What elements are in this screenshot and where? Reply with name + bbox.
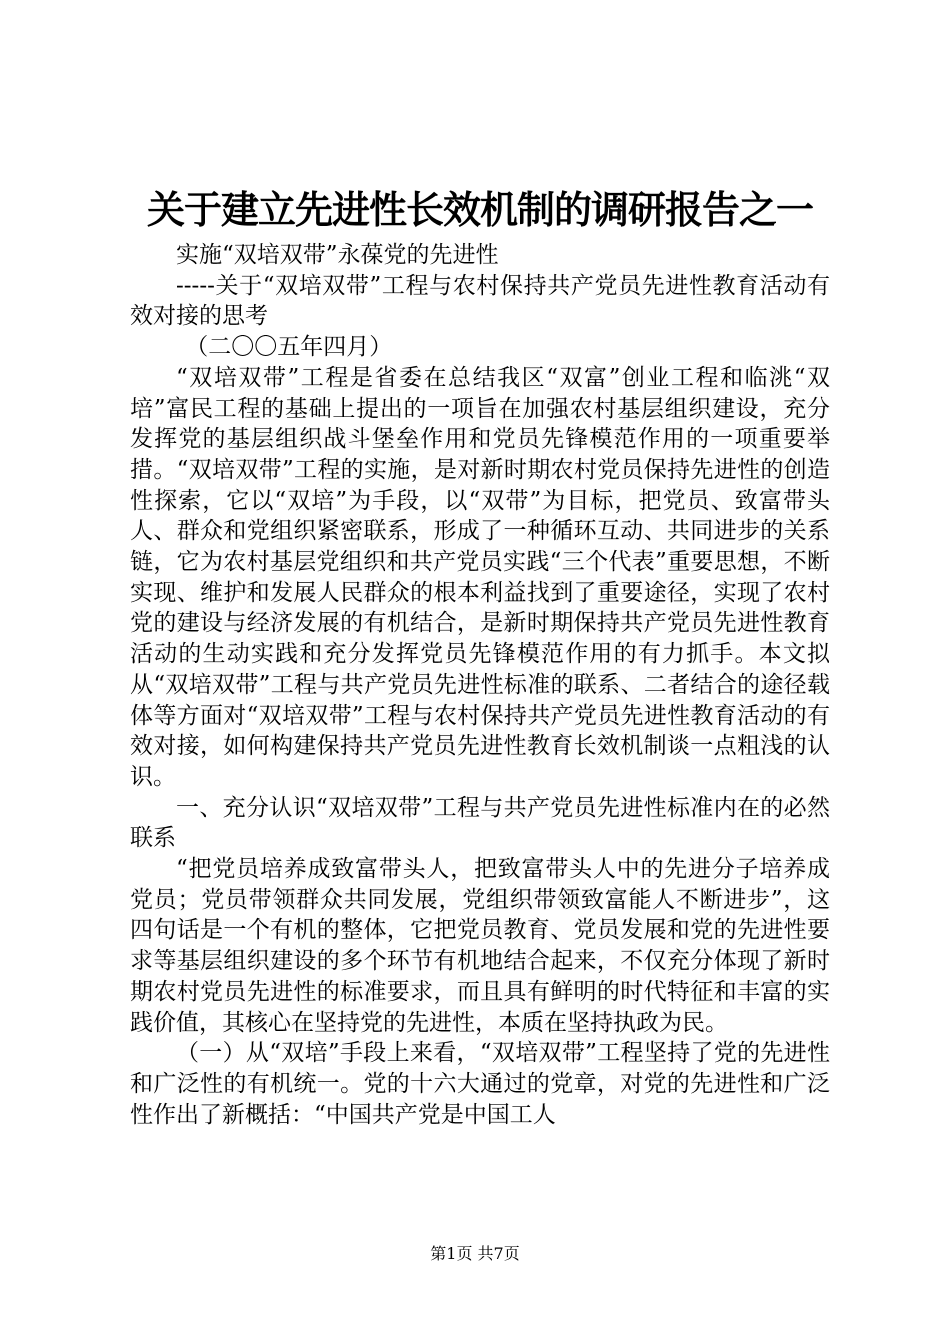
- paragraph: （一）从“双培”手段上来看，“双培双带”工程坚持了党的先进性和广泛性的有机统一。党的十六大通过的党章，对党的先进性和广泛性作出了新概括：“中国共产党是中国工人: [130, 1040, 830, 1128]
- report-date: （二〇〇五年四月）: [185, 334, 393, 361]
- page-footer: 第1页 共7页: [430, 1244, 520, 1263]
- paragraph: “把党员培养成致富带头人，把致富带头人中的先进分子培养成党员；党员带领群众共同发展，党组织带领致富能人不断进步”，这四句话是一个有机的整体，它把党员教育、党员发展和党的先进性要求等基层组织建设的多个环节有机地结合起来，不仅充分体现了新时期农村党员先进性的标准要求，而且具有鲜明的时代特征和丰富的实践价值，其核心在坚持党的先进性，本质在坚持执政为民。: [130, 856, 830, 1036]
- document-body: [130, 240, 830, 1130]
- paragraph-intro: “双培双带”工程是省委在总结我区“双富”创业工程和临洮“双培”富民工程的基础上提出的一项旨在加强农村基层组织建设，充分发挥党的基层组织战斗堡垒作用和党员先锋模范作用的一项重要举措。“双培双带”工程的实施，是对新时期农村党员保持先进性的创造性探索，它以“双培”为手段，以“双带”为目标，把党员、致富带头人、群众和党组织紧密联系，形成了一种循环互动、共同进步的关系链，它为农村基层党组织和共产党员实践“三个代表”重要思想，不断实现、维护和发展人民群众的根本利益找到了重要途径，实现了农村党的建设与经济发展的有机结合，是新时期保持共产党员先进性教育活动的生动实践和充分发挥党员先锋模范作用的有力抓手。本文拟从“双培双带”工程与共产党员先进性标准的联系、二者结合的途径载体等方面对“双培双带”工程与农村保持共产党员先进性教育活动的有效对接，如何构建保持共产党员先进性教育长效机制谈一点粗浅的认识。: [130, 364, 830, 790]
- section-heading: 一、充分认识“双培双带”工程与共产党员先进性标准内在的必然联系: [130, 794, 830, 852]
- subtitle: 实施“双培双带”永葆党的先进性: [176, 242, 499, 268]
- document-title: 关于建立先进性长效机制的调研报告之一: [146, 188, 813, 232]
- dash-subtitle: -----关于“双培双带”工程与农村保持共产党员先进性教育活动有效对接的思考: [130, 272, 830, 330]
